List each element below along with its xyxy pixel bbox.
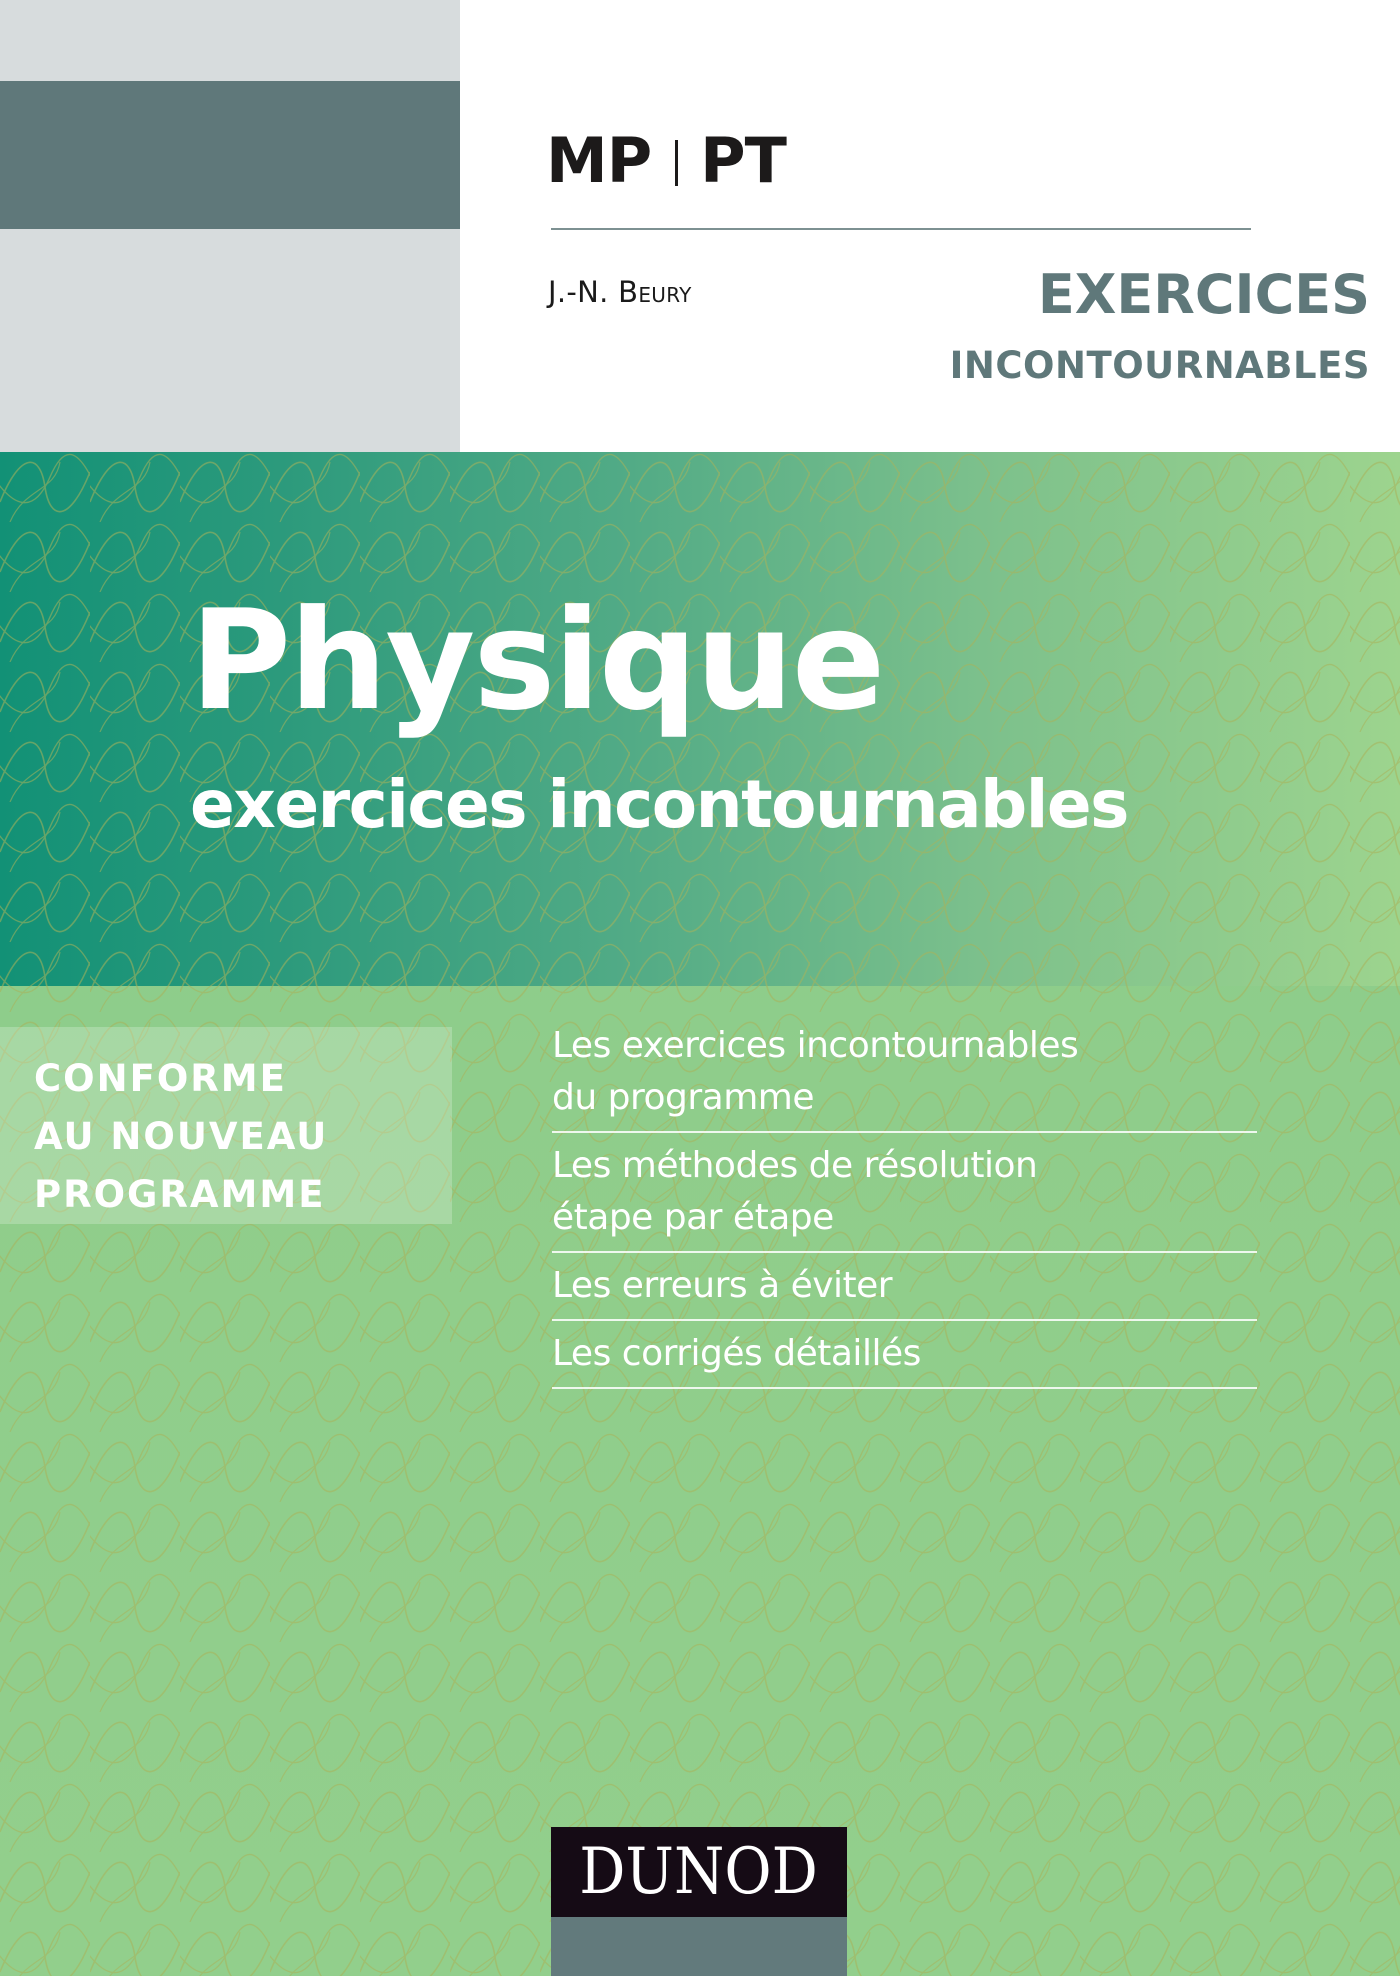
feature-line: Les erreurs à éviter <box>552 1265 893 1306</box>
level-label <box>546 124 786 197</box>
feature-item <box>552 1020 1257 1133</box>
feature-item <box>552 1140 1257 1253</box>
publisher-logo <box>551 1827 847 1917</box>
publisher-name: DUNOD <box>579 1835 819 1909</box>
series-label-incontournables: INCONTOURNABLES <box>949 344 1370 387</box>
series-label-exercices: EXERCICES <box>1037 263 1370 326</box>
author-name: J.-N. Beury <box>548 275 692 309</box>
feature-line: Les méthodes de résolution <box>552 1145 1038 1186</box>
features-list <box>552 1020 1257 1396</box>
level-mp: MP <box>546 124 652 197</box>
level-separator <box>675 140 678 186</box>
level-pt: PT <box>700 124 786 197</box>
feature-item <box>552 1260 1257 1321</box>
badge-line: CONFORME <box>34 1057 287 1100</box>
book-title: Physique <box>190 580 884 741</box>
series-logo: j'intègre <box>984 63 1399 214</box>
badge-line: AU NOUVEAU <box>34 1115 329 1158</box>
feature-line: du programme <box>552 1077 814 1118</box>
feature-item <box>552 1328 1257 1389</box>
feature-line: Les exercices incontournables <box>552 1025 1079 1066</box>
book-subtitle: exercices incontournables <box>190 766 1128 843</box>
conforme-badge-text <box>34 1050 328 1224</box>
top-divider <box>551 228 1251 230</box>
feature-line: Les corrigés détaillés <box>552 1333 921 1374</box>
badge-line: PROGRAMME <box>34 1173 326 1216</box>
feature-line: étape par étape <box>552 1197 834 1238</box>
series-band <box>0 81 460 229</box>
